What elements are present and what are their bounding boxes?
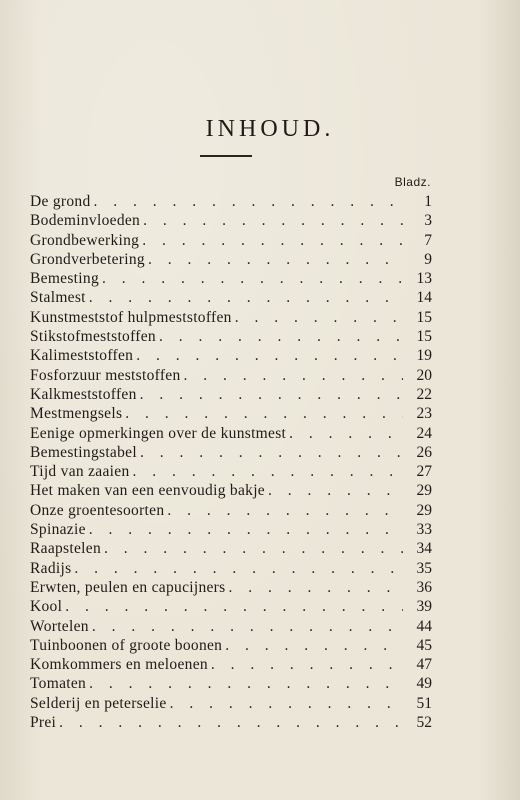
- toc-entry-page-number: 36: [416, 578, 432, 596]
- dot-leader: [167, 501, 403, 520]
- toc-entry: [30, 346, 432, 365]
- toc-entry-title: Komkommers en meloenen: [30, 656, 208, 674]
- toc-entry-title: Fosforzuur meststoffen: [30, 366, 181, 384]
- toc-entry-title: Bemestingstabel: [30, 443, 137, 461]
- toc-entry: [30, 539, 432, 558]
- dot-leader: [148, 250, 403, 269]
- toc-entry-title: Eenige opmerkingen over de kunstmest: [30, 424, 287, 442]
- toc-entry-title: Bemesting: [30, 270, 99, 288]
- toc-entry: [30, 269, 432, 288]
- dot-leader: [235, 308, 403, 327]
- dot-leader: [289, 424, 403, 443]
- dot-leader: [184, 366, 403, 385]
- toc-entry-title: Raapstelen: [30, 540, 102, 558]
- dot-leader: [140, 443, 403, 462]
- toc-entry-page-number: 23: [416, 405, 432, 423]
- toc-entry: [30, 424, 432, 443]
- toc-entry: [30, 481, 432, 500]
- toc-entry-page-number: 24: [416, 424, 432, 442]
- toc-entry: [30, 192, 432, 211]
- table-of-contents: [30, 192, 432, 732]
- dot-leader: [268, 481, 403, 500]
- dot-leader: [140, 385, 403, 404]
- dot-leader: [133, 462, 404, 481]
- toc-entry-page-number: 22: [416, 385, 432, 403]
- toc-entry-page-number: 49: [416, 675, 432, 693]
- toc-entry: [30, 404, 432, 423]
- toc-entry-page-number: 29: [416, 482, 432, 500]
- toc-entry-title: Spinazie: [30, 521, 86, 539]
- toc-entry-page-number: 27: [416, 463, 432, 481]
- toc-entry: [30, 655, 432, 674]
- toc-entry-page-number: 3: [424, 212, 432, 230]
- toc-entry-title: Tijd van zaaien: [30, 463, 130, 481]
- toc-entry-page-number: 39: [416, 598, 432, 616]
- toc-entry: [30, 443, 432, 462]
- dot-leader: [142, 231, 403, 250]
- toc-entry-page-number: 19: [416, 347, 432, 365]
- dot-leader: [225, 636, 403, 655]
- dot-leader: [89, 520, 403, 539]
- toc-entry-title: Onze groentesoorten: [30, 501, 165, 519]
- toc-entry-title: Kalimeststoffen: [30, 347, 134, 365]
- page-title: INHOUD.: [205, 116, 335, 142]
- dot-leader: [211, 655, 403, 674]
- toc-entry-page-number: 44: [416, 617, 432, 635]
- toc-entry-page-number: 9: [424, 250, 432, 268]
- dot-leader: [65, 597, 403, 616]
- toc-entry-title: Mestmengsels: [30, 405, 123, 423]
- toc-entry: [30, 636, 432, 655]
- toc-entry: [30, 462, 432, 481]
- dot-leader: [89, 674, 403, 693]
- toc-entry: [30, 327, 432, 346]
- dot-leader: [136, 346, 403, 365]
- toc-entry-page-number: 26: [416, 443, 432, 461]
- toc-entry: [30, 713, 432, 732]
- dot-leader: [59, 713, 403, 732]
- toc-entry-title: Erwten, peulen en capucijners: [30, 578, 226, 596]
- toc-entry-title: Stikstofmeststoffen: [30, 328, 156, 346]
- toc-entry-title: Kalkmeststoffen: [30, 385, 137, 403]
- toc-entry: [30, 308, 432, 327]
- toc-entry-page-number: 15: [416, 328, 432, 346]
- toc-entry-page-number: 33: [416, 521, 432, 539]
- toc-entry-page-number: 34: [416, 540, 432, 558]
- toc-entry: [30, 211, 432, 230]
- toc-entry-page-number: 51: [416, 694, 432, 712]
- page-column-header: Bladz.: [394, 175, 431, 189]
- toc-entry: [30, 578, 432, 597]
- toc-entry-page-number: 13: [416, 270, 432, 288]
- toc-entry-title: Selderij en peterselie: [30, 694, 167, 712]
- dot-leader: [143, 211, 403, 230]
- toc-entry: [30, 559, 432, 578]
- dot-leader: [228, 578, 403, 597]
- toc-entry: [30, 366, 432, 385]
- toc-entry-page-number: 1: [424, 193, 432, 210]
- toc-entry-page-number: 7: [424, 231, 432, 249]
- toc-entry-title: Het maken van een eenvoudig bakje: [30, 482, 265, 500]
- toc-entry-title: Grondverbetering: [30, 250, 145, 268]
- toc-entry-title: Wortelen: [30, 617, 89, 635]
- toc-entry: [30, 597, 432, 616]
- toc-entry: [30, 694, 432, 713]
- toc-entry-title: Tomaten: [30, 675, 87, 693]
- title-underline: [200, 155, 252, 157]
- dot-leader: [74, 559, 403, 578]
- toc-entry-page-number: 35: [416, 559, 432, 577]
- toc-entry-title: Prei: [30, 714, 57, 732]
- toc-entry-page-number: 47: [416, 656, 432, 674]
- toc-entry-page-number: 20: [416, 366, 432, 384]
- toc-entry-title: Stalmest: [30, 289, 86, 307]
- toc-entry: [30, 288, 432, 307]
- toc-entry-title: Radijs: [30, 559, 72, 577]
- dot-leader: [94, 192, 403, 211]
- toc-entry-title: Bodeminvloeden: [30, 212, 141, 230]
- toc-entry: [30, 520, 432, 539]
- toc-entry: [30, 231, 432, 250]
- toc-entry-title: Kool: [30, 598, 63, 616]
- toc-entry-page-number: 15: [416, 308, 432, 326]
- toc-entry: [30, 674, 432, 693]
- dot-leader: [104, 539, 403, 558]
- toc-entry-title: Kunstmeststof hulpmeststoffen: [30, 308, 232, 326]
- toc-entry-title: Tuinboonen of groote boonen: [30, 636, 223, 654]
- toc-entry-page-number: 29: [416, 501, 432, 519]
- toc-entry-page-number: 52: [416, 714, 432, 732]
- dot-leader: [159, 327, 403, 346]
- toc-entry: [30, 385, 432, 404]
- toc-entry-page-number: 45: [416, 636, 432, 654]
- toc-entry-page-number: 14: [416, 289, 432, 307]
- dot-leader: [92, 617, 403, 636]
- toc-entry: [30, 617, 432, 636]
- dot-leader: [89, 288, 403, 307]
- dot-leader: [170, 694, 403, 713]
- toc-entry: [30, 501, 432, 520]
- dot-leader: [125, 404, 403, 423]
- toc-entry-title: De grond: [30, 193, 91, 210]
- toc-entry-title: Grondbewerking: [30, 231, 140, 249]
- toc-entry: [30, 250, 432, 269]
- dot-leader: [102, 269, 403, 288]
